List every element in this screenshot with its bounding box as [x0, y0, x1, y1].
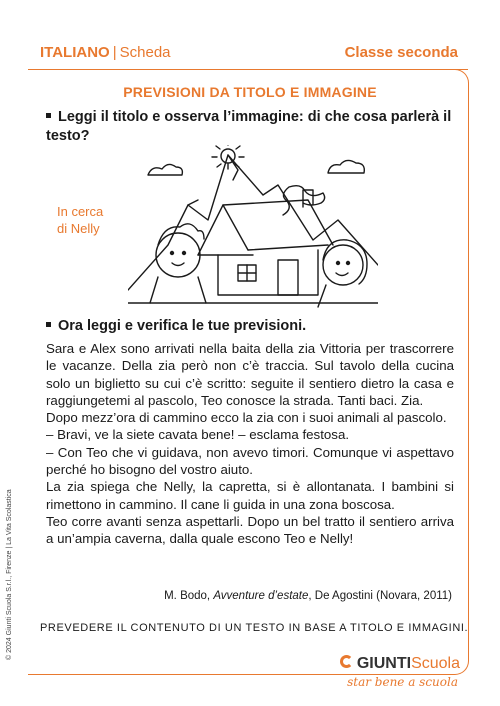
story-paragraph: La zia spiega che Nelly, la capretta, si è allontanata. I bambini si rimettono in cammino. Il cane li guida in una zona boscosa. [46, 479, 454, 512]
story-paragraph: – Bravi, ve la siete cavata bene! – esclama festosa. [46, 427, 350, 443]
question-2-text: Ora leggi e verifica le tue previsioni. [58, 318, 307, 334]
giunti-logo-icon [340, 655, 353, 668]
subject-label: ITALIANO [40, 44, 110, 61]
story-title-line-1: In cerca [57, 204, 104, 219]
story-text [46, 340, 454, 548]
bullet-square-icon [46, 322, 51, 327]
source-citation [164, 590, 452, 602]
header-subject [40, 44, 171, 61]
source-book: Avventure d’estate [213, 590, 309, 602]
question-2 [46, 317, 306, 336]
header-separator: | [112, 44, 117, 61]
logo-tagline: star bene a scuola [347, 675, 458, 689]
cloud-right-icon [328, 160, 364, 173]
boy-icon [150, 224, 206, 303]
cloud-left-icon [148, 164, 182, 175]
question-1-text: Leggi il titolo e osserva l’immagine: di che cosa parlerà il testo? [46, 109, 452, 144]
story-paragraph: Dopo mezz’ora di cammino ecco la zia con i suoi animali al pascolo. [46, 410, 447, 426]
bullet-square-icon [46, 113, 51, 118]
logo-brand-2: Scuola [411, 655, 460, 672]
copyright-notice: © 2024 Giunti Scuola S.r.l., Firenze | La Vita Scolastica [6, 489, 13, 660]
mountain-house-illustration [128, 145, 378, 310]
story-paragraph: Sara e Alex sono arrivati nella baita della zia Vittoria per trascorrere le vacanze. Della zia però non c’è traccia. Sul tavolo della cucina solo un biglietto su cui c’è scritto: seguite il sentiero dietro la casa e raggiungetemi al pascolo, Teo conosce la strada. Tanti baci. Zia. [46, 341, 454, 408]
story-paragraph: Teo corre avanti senza aspettarli. Dopo un bel tratto il sentiero arriva a un’ampia caverna, dalla quale escono Teo e Nelly! [46, 513, 454, 547]
learning-goal: PREVEDERE IL CONTENUTO DI UN TESTO IN BASE A TITOLO E IMMAGINI. [40, 622, 469, 634]
story-title-line-2: di Nelly [57, 221, 100, 236]
question-1 [46, 108, 466, 146]
source-publisher: , De Agostini (Novara, 2011) [308, 590, 452, 602]
page-title: PREVISIONI DA TITOLO E IMMAGINE [123, 84, 377, 100]
sheet-type: Scheda [119, 44, 171, 61]
logo-brand: GIUNTI [356, 655, 412, 672]
girl-icon [318, 240, 367, 307]
house-roof [198, 200, 333, 255]
source-author: M. Bodo, [164, 590, 211, 602]
story-paragraph: – Con Teo che vi guidava, non avevo timori. Comunque vi aspettavo perché ho bisogno del vostro aiuto. [46, 444, 454, 478]
story-title [57, 203, 103, 237]
class-label: Classe seconda [344, 44, 458, 61]
giunti-logo [340, 655, 460, 673]
